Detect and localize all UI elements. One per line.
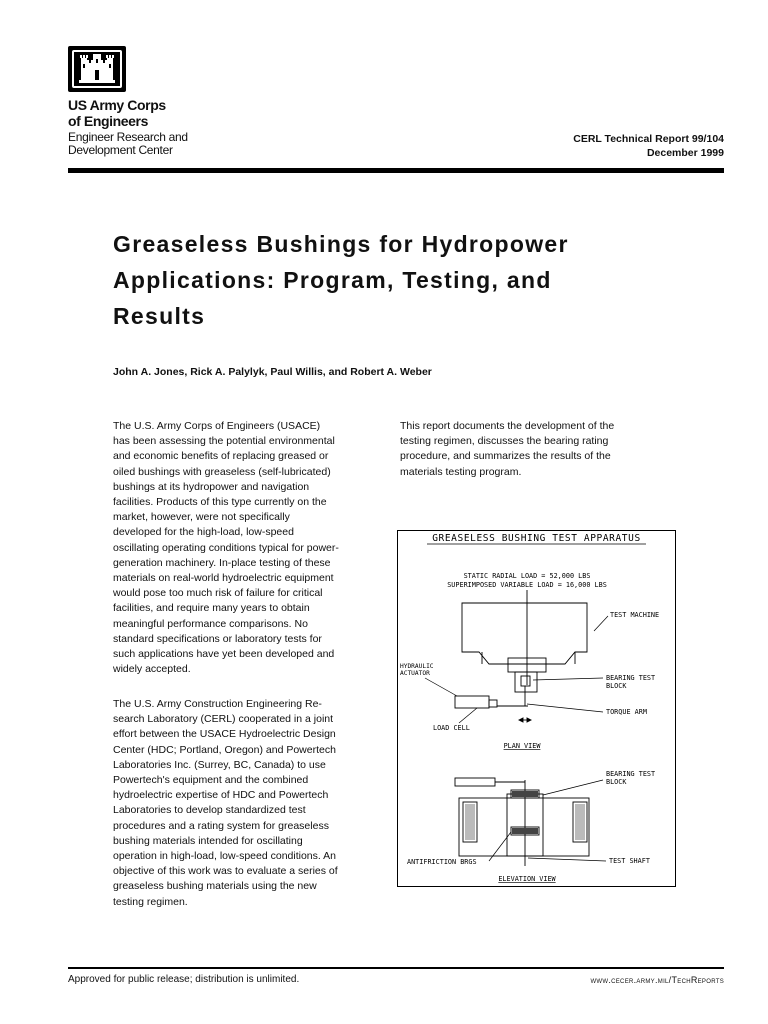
- title-line: Applications: Program, Testing, and: [113, 267, 552, 293]
- label-actuator: ACTUATOR: [400, 670, 430, 677]
- plan-view-drawing: [455, 590, 587, 722]
- castle-icon: [74, 52, 120, 86]
- label-bearing-test-2: BEARING TEST: [606, 770, 656, 778]
- abstract-paragraph-1: [113, 419, 339, 677]
- text-line: The U.S. Army Corps of Engineers (USACE): [113, 420, 321, 432]
- label-load-cell: LOAD CELL: [433, 724, 470, 732]
- website-link[interactable]: www.cecer.army.mil/TechReports: [590, 975, 724, 985]
- text-line: search Laboratory (CERL) cooperated in a joint: [113, 713, 334, 726]
- text-line: testing regimen.: [113, 895, 188, 908]
- text-line: market, however, were not specifically: [113, 511, 290, 524]
- label-block-2: BLOCK: [606, 778, 627, 786]
- text-line: objective of this work was to evaluate a series of: [113, 865, 338, 878]
- org-name-line1: US Army Corps: [68, 97, 166, 113]
- abstract-paragraph-2: [113, 697, 338, 910]
- text-line: facilities, and require many years to obtain: [113, 602, 310, 615]
- label-torque-arm: TORQUE ARM: [606, 708, 647, 716]
- text-line: materials testing program.: [400, 465, 522, 478]
- label-test-machine: TEST MACHINE: [610, 611, 660, 619]
- text-line: bushings at its hydropower and navigation: [113, 480, 310, 493]
- text-line: would pose too much risk of failure for critical: [113, 587, 323, 600]
- author-list: John A. Jones, Rick A. Palylyk, Paul Willis, and Robert A. Weber: [113, 366, 432, 378]
- text-line: materials on real-world hydroelectric equipment: [113, 572, 334, 585]
- text-line: procedures and a rating system for greaseless: [113, 819, 329, 832]
- text-line: Laboratories Inc. (Surrey, BC, Canada) to use: [113, 758, 326, 771]
- text-line: such applications have yet been developed and: [113, 648, 335, 661]
- usace-castle-logo: [68, 46, 126, 92]
- figure-title: GREASELESS BUSHING TEST APPARATUS: [432, 533, 641, 544]
- text-line: This report documents the development of the: [400, 420, 615, 432]
- text-line: operation in high-load, low-speed conditions. An: [113, 850, 336, 863]
- text-line: facilities. Products of this type currently on the: [113, 496, 327, 509]
- abstract-paragraph-3: [400, 419, 614, 480]
- label-test-shaft: TEST SHAFT: [609, 857, 650, 865]
- label-plan-view: PLAN VIEW: [503, 742, 541, 750]
- text-line: generation machinery. In-place testing of these: [113, 556, 331, 569]
- text-line: oiled bushings with greaseless (self-lubricated): [113, 465, 331, 478]
- label-hydraulic: HYDRAULIC: [400, 663, 434, 670]
- text-line: procedure, and summarizes the results of the: [400, 450, 611, 463]
- text-line: hydroelectric expertise of HDC and Powertech: [113, 789, 329, 802]
- label-elevation-view: ELEVATION VIEW: [498, 875, 556, 883]
- report-number: CERL Technical Report 99/104: [573, 133, 724, 145]
- center-name-line1: Engineer Research and: [68, 130, 188, 144]
- text-line: bushing materials intended for oscillating: [113, 834, 303, 847]
- text-line: Powertech's equipment and the combined: [113, 774, 309, 787]
- header-rule: [68, 168, 724, 173]
- text-line: greaseless bushing materials using the new: [113, 880, 317, 893]
- text-line: widely accepted.: [113, 663, 191, 676]
- text-line: The U.S. Army Construction Engineering Re-: [113, 698, 322, 710]
- release-statement: Approved for public release; distribution is unlimited.: [68, 974, 300, 985]
- title-line: Results: [113, 303, 206, 329]
- report-title: [113, 226, 673, 334]
- report-date: December 1999: [646, 147, 724, 159]
- text-line: effort between the USACE Hydroelectric Design: [113, 728, 336, 741]
- logo-frame: [72, 50, 122, 88]
- test-apparatus-figure: [397, 530, 676, 887]
- text-line: testing regimen, discusses the bearing rating: [400, 435, 609, 448]
- text-line: has been assessing the potential environmental: [113, 435, 335, 448]
- load-label-static: STATIC RADIAL LOAD = 52,000 LBS: [463, 572, 591, 580]
- text-line: Laboratories to develop standardized test: [113, 804, 306, 817]
- text-line: oscillating operating conditions typical for power-: [113, 541, 339, 554]
- label-block: BLOCK: [606, 682, 627, 690]
- org-name-line2: of Engineers: [68, 113, 148, 129]
- label-bearing-test: BEARING TEST: [606, 674, 656, 682]
- text-line: Center (HDC; Portland, Oregon) and Powertech: [113, 743, 336, 756]
- label-antifriction: ANTIFRICTION BRGS: [407, 858, 477, 866]
- load-label-variable: SUPERIMPOSED VARIABLE LOAD = 16,000 LBS: [447, 581, 607, 589]
- text-line: and economic benefits of replacing greased or: [113, 450, 329, 463]
- footer-rule: [68, 967, 724, 969]
- text-line: standard specifications or laboratory tests for: [113, 632, 322, 645]
- center-name-line2: Development Center: [68, 143, 173, 157]
- title-line: Greaseless Bushings for Hydropower: [113, 231, 569, 257]
- text-line: meaningful performance comparisons. No: [113, 617, 308, 630]
- text-line: developed for the high-load, low-speed: [113, 526, 294, 539]
